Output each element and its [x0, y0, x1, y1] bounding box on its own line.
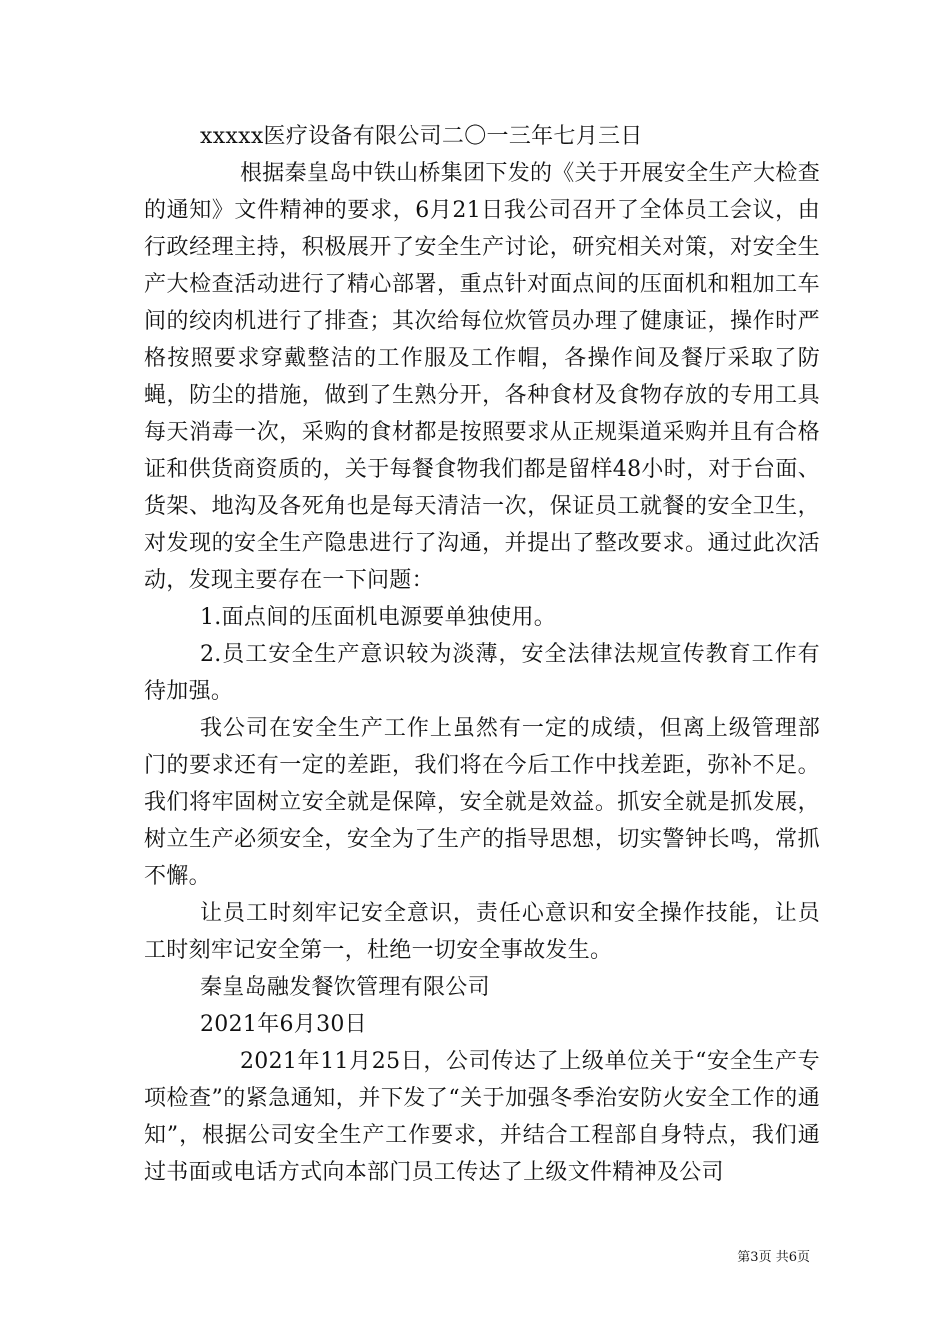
page-middle: 页 共: [758, 1250, 789, 1265]
paragraph-issue-1: 1.面点间的压面机电源要单独使用。: [200, 605, 557, 630]
paragraph-company-date: xxxxx医疗设备有限公司二〇一三年七月三日: [200, 124, 643, 149]
page-total: 6: [788, 1250, 797, 1265]
page-suffix: 页: [796, 1250, 810, 1265]
page-prefix: 第: [737, 1250, 751, 1265]
document-body: [144, 118, 820, 1191]
page-number-footer: [700, 1249, 810, 1267]
paragraph-awareness: 让员工时刻牢记安全意识，责任心意识和安全操作技能，让员工时刻牢记安全第一，杜绝一切安全事故发生。: [144, 901, 820, 963]
paragraph-conclusion: 我公司在安全生产工作上虽然有一定的成绩，但离上级管理部门的要求还有一定的差距，我们将在今后工作中找差距，弥补不足。我们将牢固树立安全就是保障，安全就是效益。抓安全就是抓发展，树立生产必须安全，安全为了生产的指导思想，切实警钟长鸣，常抓不懈。: [144, 716, 820, 889]
paragraph-inspection-report: 根据秦皇岛中铁山桥集团下发的《关于开展安全生产大检查的通知》文件精神的要求，6月21日我公司召开了全体员工会议，由行政经理主持，积极展开了安全生产讨论，研究相关对策，对安全生产大检查活动进行了精心部署，重点针对面点间的压面机和粗加工车间的绞肉机进行了排查；其次给每位炊管员办理了健康证，操作时严格按照要求穿戴整洁的工作服及工作帽，各操作间及餐厅采取了防蝇，防尘的措施，做到了生熟分开，各种食材及食物存放的专用工具每天消毒一次，采购的食材都是按照要求从正规渠道采购并且有合格证和供货商资质的，关于每餐食物我们都是留样48小时，对于台面、货架、地沟及各死角也是每天清洁一次，保证员工就餐的安全卫生，对发现的安全生产隐患进行了沟通，并提出了整改要求。通过此次活动，发现主要存在一下问题：: [144, 161, 820, 593]
signature-company: 秦皇岛融发餐饮管理有限公司: [200, 975, 490, 1000]
paragraph-issue-2: 2.员工安全生产意识较为淡薄，安全法律法规宣传教育工作有待加强。: [144, 642, 820, 704]
page-current: 3: [750, 1250, 759, 1265]
signature-date: 2021年6月30日: [200, 1012, 367, 1037]
paragraph-winter-safety: 2021年11月25日，公司传达了上级单位关于“安全生产专项检查”的紧急通知，并下发了“关于加强冬季治安防火安全工作的通知”，根据公司安全生产工作要求，并结合工程部自身特点，我们通过书面或电话方式向本部门员工传达了上级文件精神及公司: [144, 1049, 820, 1185]
